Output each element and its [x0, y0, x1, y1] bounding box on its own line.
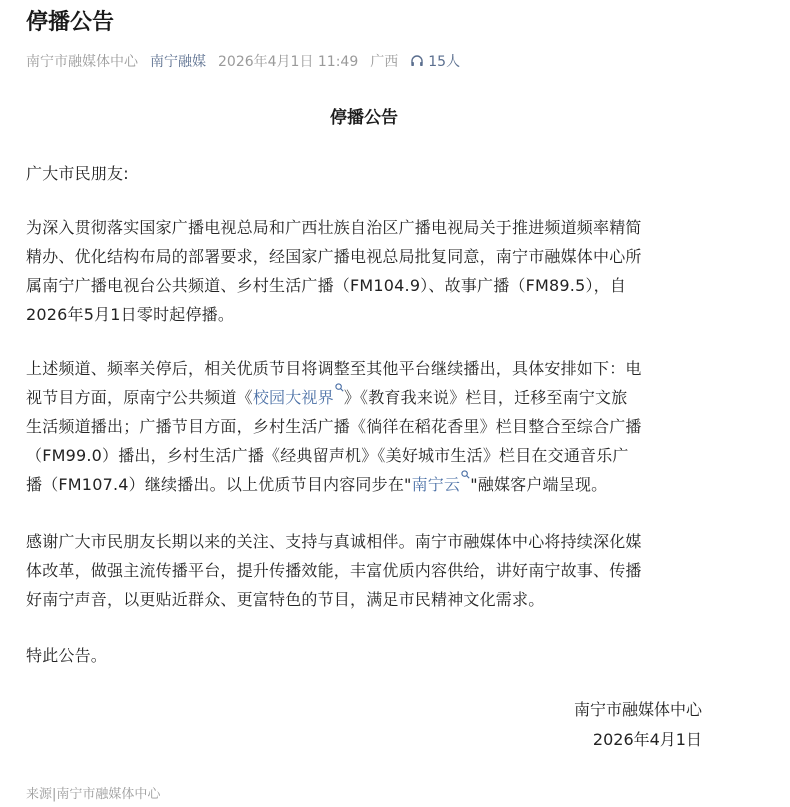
paragraph-line	[26, 470, 716, 499]
source-org[interactable]: 南宁市融媒体中心	[26, 54, 138, 70]
paragraph-line: 上述频道、频率关停后，相关优质节目将调整至其他平台继续播出，具体安排如下：电	[26, 359, 642, 378]
article-headline: 停播公告	[26, 10, 115, 35]
search-icon	[335, 383, 344, 392]
signature-date: 2026年4月1日	[592, 730, 702, 749]
paragraph-line: 2026年5月1日零时起停播。	[26, 305, 235, 324]
signature-org: 南宁市融媒体中心	[573, 700, 702, 719]
paragraph-line: 属南宁广播电视台公共频道、乡村生活广播（FM104.9）、故事广播（FM89.5），自	[26, 276, 627, 295]
search-link-text[interactable]: 校园大视界	[252, 388, 334, 407]
notice-title: 停播公告	[330, 108, 398, 128]
listener-count-text: 15人	[428, 54, 461, 70]
search-link-campus[interactable]	[253, 388, 344, 407]
paragraph-2	[26, 354, 716, 499]
paragraph-line: 为深入贯彻落实国家广播电视总局和广西壮族自治区广播电视局关于推进频道频率精简	[26, 218, 642, 237]
text-segment: 视节目方面，原南宁公共频道《	[26, 388, 253, 407]
region-label: 广西	[370, 54, 399, 70]
paragraph-line: （FM99.0）播出，乡村生活广播《经典留声机》《美好城市生活》栏目在交通音乐广	[26, 446, 629, 465]
search-icon	[461, 470, 470, 479]
paragraph-line: 体改革，做强主流传播平台，提升传播效能，丰富优质内容供给，讲好南宁故事、传播	[26, 561, 642, 580]
article-meta	[26, 49, 460, 73]
search-link-nanning-cloud[interactable]	[412, 475, 471, 494]
greeting: 广大市民朋友:	[26, 164, 129, 183]
closing-text: 特此公告。	[26, 646, 108, 665]
paragraph-line: 好南宁声音，以更贴近群众、更富特色的节目，满足市民精神文化需求。	[26, 590, 545, 609]
text-segment: 》《教育我来说》栏目，迁移至南宁文旅	[343, 388, 628, 407]
author-link[interactable]: 南宁融媒	[150, 54, 206, 70]
paragraph-line	[26, 383, 716, 412]
article-source: 来源|南宁市融媒体中心	[26, 787, 161, 802]
paragraph-line: 生活频道播出；广播节目方面，乡村生活广播《徜徉在稻花香里》栏目整合至综合广播	[26, 417, 642, 436]
listener-count	[410, 51, 460, 71]
paragraph-line: 精办、优化结构布局的部署要求，经国家广播电视总局批复同意，南宁市融媒体中心所	[26, 247, 642, 266]
publish-date: 2026年4月1日 11:49	[218, 54, 359, 70]
headphones-icon	[410, 54, 424, 68]
text-segment: "融媒客户端呈现。	[470, 475, 608, 494]
search-link-text[interactable]: 南宁云	[411, 475, 461, 494]
paragraph-1	[26, 213, 716, 329]
text-segment: 播（FM107.4）继续播出。以上优质节目内容同步在"	[26, 475, 412, 494]
paragraph-line: 感谢广大市民朋友长期以来的关注、支持与真诚相伴。南宁市融媒体中心将持续深化媒	[26, 532, 642, 551]
paragraph-3	[26, 527, 716, 614]
